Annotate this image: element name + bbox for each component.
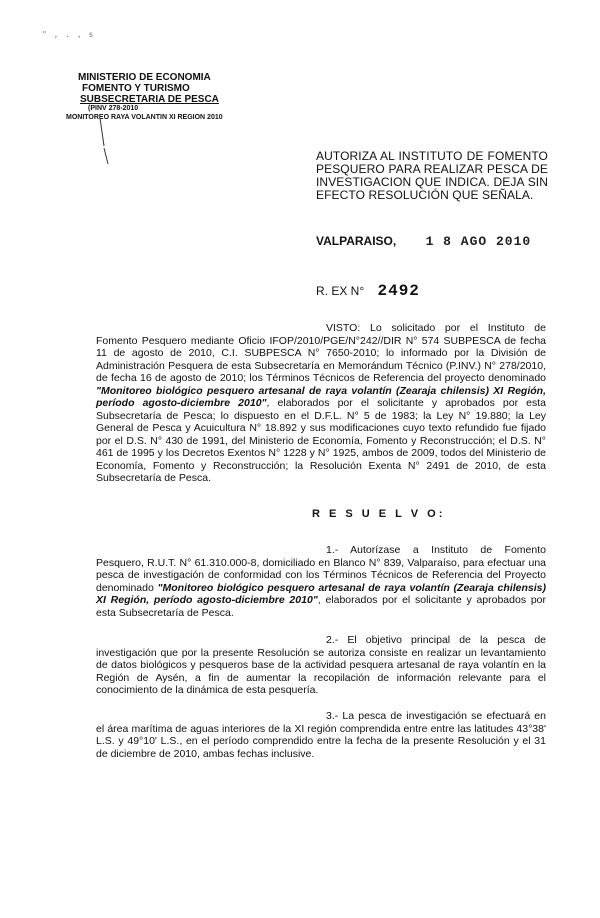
margin-pen-stroke — [98, 118, 114, 164]
place-label: VALPARAISO, — [316, 234, 397, 248]
ministry-line-1: MINISTERIO DE ECONOMIA — [78, 72, 211, 83]
project-reference: MONITOREO RAYA VOLANTIN XI REGION 2010 — [66, 114, 223, 121]
pinv-reference: (PINV 278-2010 — [88, 105, 139, 112]
point-1-paragraph — [96, 544, 546, 619]
point-3-text: área marítima de aguas interiores de la XI región comprendida entre entre las latitudes 43°38' L.S. y 49°10' L.S., en el período comprendido entre la fecha de la presente Resolución y el 31 de diciembre de 2010, ambas fechas inclusive. — [96, 722, 546, 760]
point-3-paragraph — [96, 710, 546, 760]
visto-paragraph — [96, 322, 546, 485]
visto-lead: VISTO: Lo solicitado por el Instituto de — [326, 322, 546, 334]
point-2-text: investigación que por la presente Resolución se autoriza consiste en realizar un levantamiento de datos biológicos y pesqueros base de la actividad pesquera artesanal de raya volantín en la Región de Aysén, a fin de aumentar la recopilación de información relevante para el conocimiento de la dinámica de esta pesquería. — [96, 646, 546, 696]
point-2-lead: 2.- El objetivo principal de la pesca de — [326, 634, 546, 646]
point-1-lead: 1.- Autorízase a Instituto de Fomento — [326, 544, 546, 556]
ministry-line-2: FOMENTO Y TURISMO — [82, 83, 190, 94]
resolution-number-line — [316, 282, 516, 300]
subsecretaria-line: SUBSECRETARIA DE PESCA — [80, 94, 219, 105]
letterhead — [66, 72, 286, 122]
resolution-label: R. EX N° — [316, 284, 365, 298]
visto-text-b: , elaborados por el solicitante y aprobados por esta Subsecretaría de Pesca; lo dispuesto en el D.F.L. N° 5 de 1983; la Ley N° 19.880; la Ley General de Pesca y Acuicultura N° 18.892 y sus modificaciones cuyo texto refundido fue fijado por el D.S. N° 430 de 1991, del Ministerio de Economía, Fomento y Reconstrucción; el D.S. N° 461 de 1995 y los Decretos Exentos N° 1228 y N° 1925, ambos de 2009, todos del Ministerio de Economía, Fomento y Reconstrucción; la Resolución Exenta N° 2491 de 2010, de esta Subsecretaría de Pesca. — [96, 397, 547, 484]
visto-project-name: "Monitoreo biológico pesquero artesanal de raya volantín (Zearaja chilensis) XI Región, período agosto-diciembre 2010" — [96, 384, 546, 409]
date-stamp: 1 8 AGO 2010 — [425, 234, 532, 249]
point-1-project-name: "Monitoreo biológico pesquero artesanal de raya volantín (Zearaja chilensis) XI Región, período agosto-diciembre 2010" — [96, 581, 546, 606]
place-and-date — [316, 234, 556, 249]
point-2-paragraph — [96, 634, 546, 697]
resolution-number: 2492 — [377, 282, 420, 300]
point-1-text-b: , elaborados por el solicitante y aprobados por esta Subsecretaría de Pesca. — [96, 594, 546, 619]
point-3-lead: 3.- La pesca de investigación se efectuará en el — [96, 710, 546, 735]
scan-mark: " , . , s — [42, 30, 95, 39]
resuelvo-heading: R E S U E L V O: — [312, 508, 446, 520]
visto-text-a: Fomento Pesquero mediante Oficio IFOP/2010/PGE/N°242//DIR N° 574 SUBPESCA de fecha 11 de agosto de 2010, C.I. SUBPESCA N° 7650-2010; lo informado por la División de Administración Pesquera de esta Subsecretaría en Memorándum Técnico (P.INV.) N° 278/2010, de fecha 16 de agosto de 2010; los Términos Técnicos de Referencia del proyecto denominado — [96, 334, 546, 384]
document-title: AUTORIZA AL INSTITUTO DE FOMENTO PESQUERO PARA REALIZAR PESCA DE INVESTIGACION QUE INDICA. DEJA SIN EFECTO RESOLUCIÓN QUE SEÑALA. — [316, 149, 548, 202]
point-1-text-a: Pesquero, R.U.T. N° 61.310.000-8, domiciliado en Blanco N° 839, Valparaíso, para efectuar una pesca de investigación de conformidad con los Términos Técnicos de Referencia del Proyecto denominado — [96, 556, 546, 594]
